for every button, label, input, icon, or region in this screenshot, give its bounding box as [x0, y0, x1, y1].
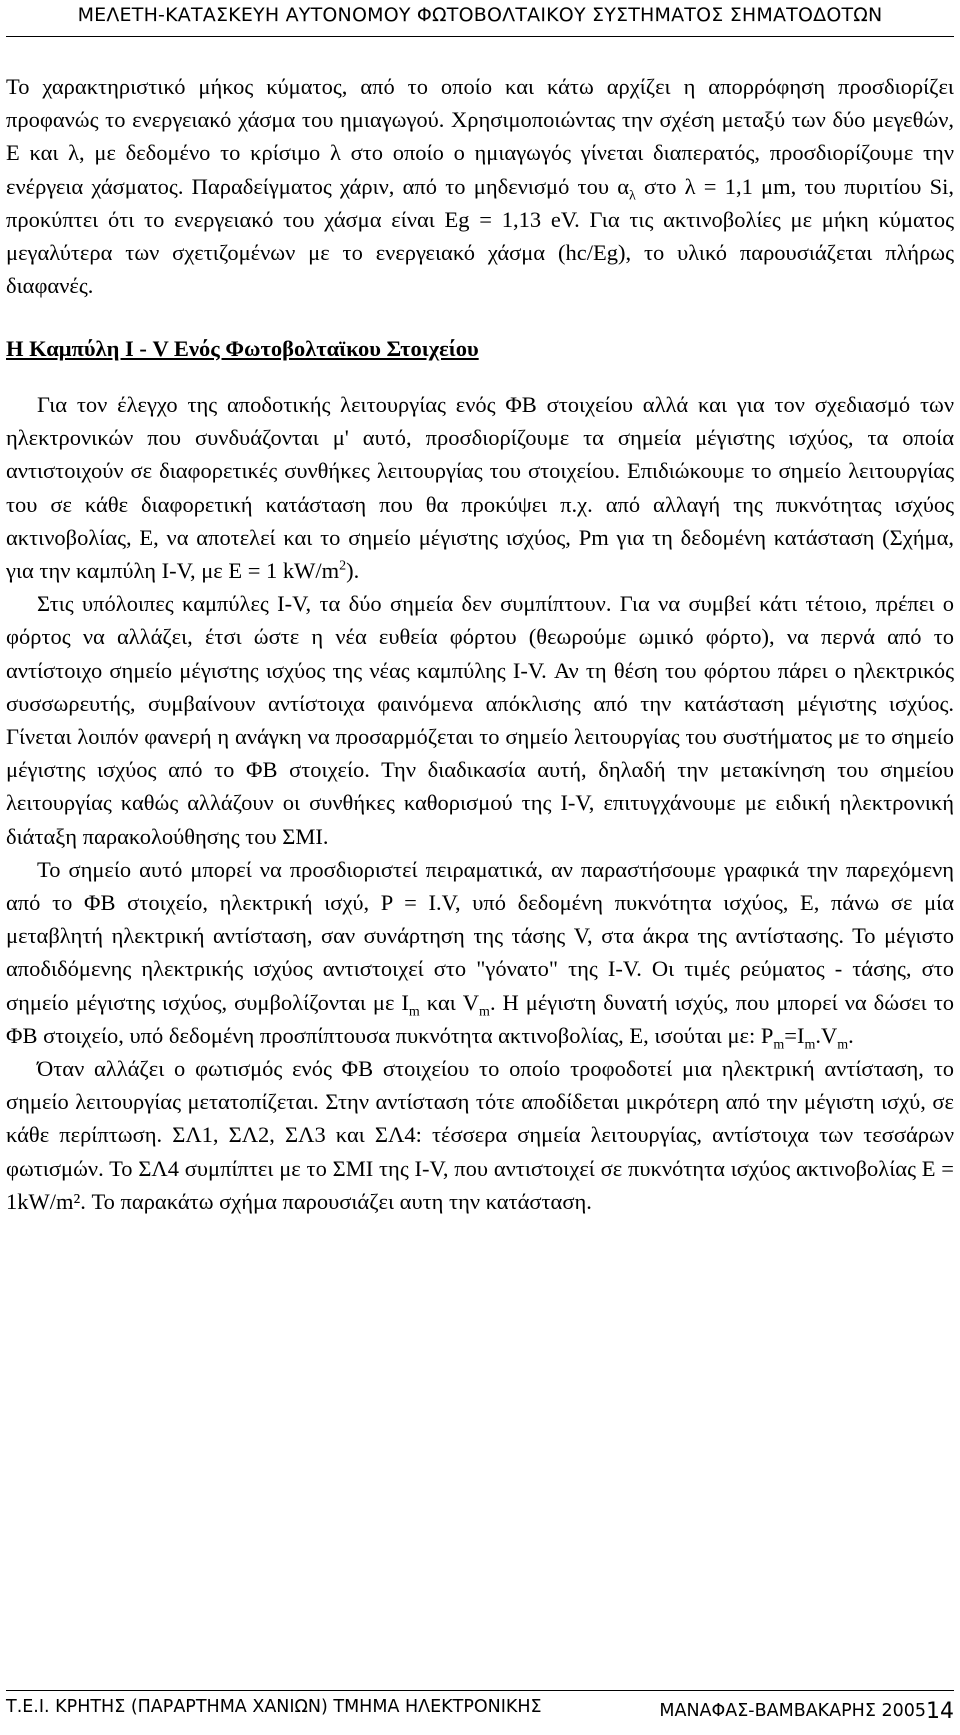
- footer-authors-and-page: [659, 1697, 954, 1722]
- footer-divider: [6, 1690, 954, 1691]
- load-matching-text: Στις υπόλοιπες καμπύλες I-V, τα δύο σημεία δεν συμπίπτουν. Για να συμβεί κάτι τέτοιο, πρέπει ο φόρτος να αλλάζει, έτσι ώστε η νέα ευθεία φόρτου (θεωρούμε ωμικό φόρτο), να περνά από το αντίστοιχο σημείο μέγιστης ισχύος της νέας καμπύλης I-V. Αν τη θέση του φόρτου πάρει ο ηλεκτρικός συσσωρευτής, συμβαίνουν αντίστοιχα φαινόμενα απόκλισης από την κατάσταση μέγιστης ισχύος. Γίνεται λοιπόν φανερή η ανάγκη να προσαρμόζεται το σημείο λειτουργίας του συστήματος με το σημείο μέγιστης ισχύος από το ΦΒ στοιχείο. Την διαδικασία αυτή, δηλαδή την μετακίνηση του σημείου λειτουργίας καθώς αλλάζουν οι συνθήκες καθορισμού της I-V, επιτυγχάνουμε με ειδική ηλεκτρονική διάταξη παρακολούθησης του ΣΜΙ.: [6, 591, 954, 849]
- footer-institution: Τ.Ε.Ι. ΚΡΗΤΗΣ (ΠΑΡΑΡΤΗΜΑ ΧΑΝΙΩΝ) ΤΜΗΜΑ ΗΛΕΚΤΡΟΝΙΚΗΣ: [6, 1697, 542, 1717]
- squared-superscript: 2: [339, 558, 347, 574]
- experimental-text-1: Το σημείο αυτό μπορεί να προσδιοριστεί πειραματικά, αν παραστήσουμε γραφικά την παρεχόμενη από το ΦΒ στοιχείο, ηλεκτρική ισχύ, P = I.V, υπό δεδομένη πυκνότητα ισχύος, Ε, πάνω σε μία μεταβλητή ηλεκτρική αντίσταση, σαν συνάρτηση της τάσης V, στα άκρα της αντίστασης. Το μέγιστο αποδιδόμενης ηλεκτρικής ισχύος αντιστοιχεί στο "γόνατο" της I-V. Οι τιμές ρεύματος - τάσης, στο σημείο μέγιστης ισχύος, συμβολίζονται με I: [6, 856, 954, 1015]
- paragraph-load-matching: [6, 587, 954, 853]
- pm-subscript: m: [773, 1037, 785, 1053]
- operating-points-text: Όταν αλλάζει ο φωτισμός ενός ΦΒ στοιχείου το οποίο τροφοδοτεί μια ηλεκτρική αντίσταση, το σημείο λειτουργίας μετατοπίζεται. Στην αντίσταση τότε αποδίδεται μικρότερη από την μέγιστη ισχύ, σε κάθε περίπτωση. ΣΛ1, ΣΛ2, ΣΛ3 και ΣΛ4: τέσσερα σημεία λειτουργίας, αντίστοιχα των τεσσάρων φωτισμών. Το ΣΛ4 συμπίπτει με το ΣΜΙ της I-V, που αντιστοιχεί σε πυκνότητα ισχύος ακτινοβολίας Ε = 1kW/m². Το παρακάτω σχήμα παρουσιάζει αυτη την κατάσταση.: [6, 1056, 954, 1214]
- footer-authors: ΜΑΝΑΦΑΣ-ΒΑΜΒΑΚΑΡΗΣ 2005: [659, 1701, 926, 1721]
- experimental-text-3: . Η μέγιστη δυνατή ισχύς, που μπορεί να δώσει το ΦΒ στοιχείο, υπό δεδομένη προσπίπτουσα πυκνότητα ακτινοβολίας, Ε, ισούται με: P: [6, 989, 955, 1048]
- lambda-subscript: λ: [629, 188, 636, 204]
- intro-paragraph: [6, 70, 954, 302]
- experimental-text-6: .: [848, 1022, 854, 1048]
- intro-text-part-2: στο λ = 1,1 μm, του πυριτίου Si, προκύπτει ότι το ενεργειακό του χάσμα είναι Eg = 1,13 eV. Για τις ακτινοβολίες με μήκη κύματος μεγαλύτερα των σχετιζομένων με το ενεργειακό χάσμα (hc/Eg), το υλικό παρουσιάζεται πλήρως διαφανές.: [6, 173, 954, 299]
- page-number: 14: [926, 1699, 954, 1724]
- intro-text-part-1: Το χαρακτηριστικό μήκος κύματος, από το οποίο και κάτω αρχίζει η απορρόφηση προσδιορίζει προφανώς το ενεργειακό χάσμα του ημιαγωγού. Χρησιμοποιώντας την σχέση μεταξύ των δύο μεγεθών, Ε και λ, με δεδομένο το κρίσιμο λ στο οποίο ο ημιαγωγός γίνεται διαπερατός, προσδιορίζουμε την ενέργεια χάσματος. Παραδείγματος χάριν, από το μηδενισμό του α: [6, 74, 954, 199]
- header-divider: [6, 36, 954, 37]
- experimental-text-4: =I: [784, 1022, 805, 1048]
- section-heading: Η Καμπύλη Ι - V Ενός Φωτοβολταϊκου Στοιχείου: [6, 336, 479, 361]
- experimental-text-5: .V: [815, 1022, 838, 1048]
- mpp-intro-tail: ).: [346, 558, 360, 584]
- paragraph-operating-points: [6, 1052, 954, 1218]
- vm-subscript: m: [479, 1004, 490, 1020]
- paragraph-experimental-mpp: [6, 853, 954, 1052]
- vm2-subscript: m: [837, 1037, 849, 1053]
- running-header: ΜΕΛΕΤΗ-ΚΑΤΑΣΚΕΥΗ ΑΥΤΟΝΟΜΟΥ ΦΩΤΟΒΟΛΤΑΙΚΟΥ ΣΥΣΤΗΜΑΤΟΣ ΣΗΜΑΤΟΔΟΤΩΝ: [77, 4, 883, 26]
- paragraph-mpp-intro: [6, 388, 954, 587]
- experimental-text-2: και V: [419, 989, 480, 1015]
- mpp-intro-text: Για τον έλεγχο της αποδοτικής λειτουργίας ενός ΦΒ στοιχείου αλλά και για τον σχεδιασμό των ηλεκτρονικών που συνδυάζονται μ' αυτό, προσδιορίζουμε τα σημεία μέγιστης ισχύος, τα οποία αντιστοιχούν σε διαφορετικές συνθήκες λειτουργίας του στοιχείου. Επιδιώκουμε το σημείο λειτουργίας του σε κάθε διαφορετική κατάσταση που θα προκύψει π.χ. από αλλαγή της πυκνότητας ισχύος ακτινοβολίας, Ε, να αποτελεί και το σημείο μέγιστης ισχύος, Pm για τη δεδομένη κατάσταση (Σχήμα, για την καμπύλη I-V, με Ε = 1 kW/m: [6, 392, 954, 584]
- im2-subscript: m: [804, 1037, 816, 1053]
- section-heading-block: [6, 332, 954, 365]
- section-body: [6, 378, 954, 1218]
- im-subscript: m: [408, 1004, 420, 1020]
